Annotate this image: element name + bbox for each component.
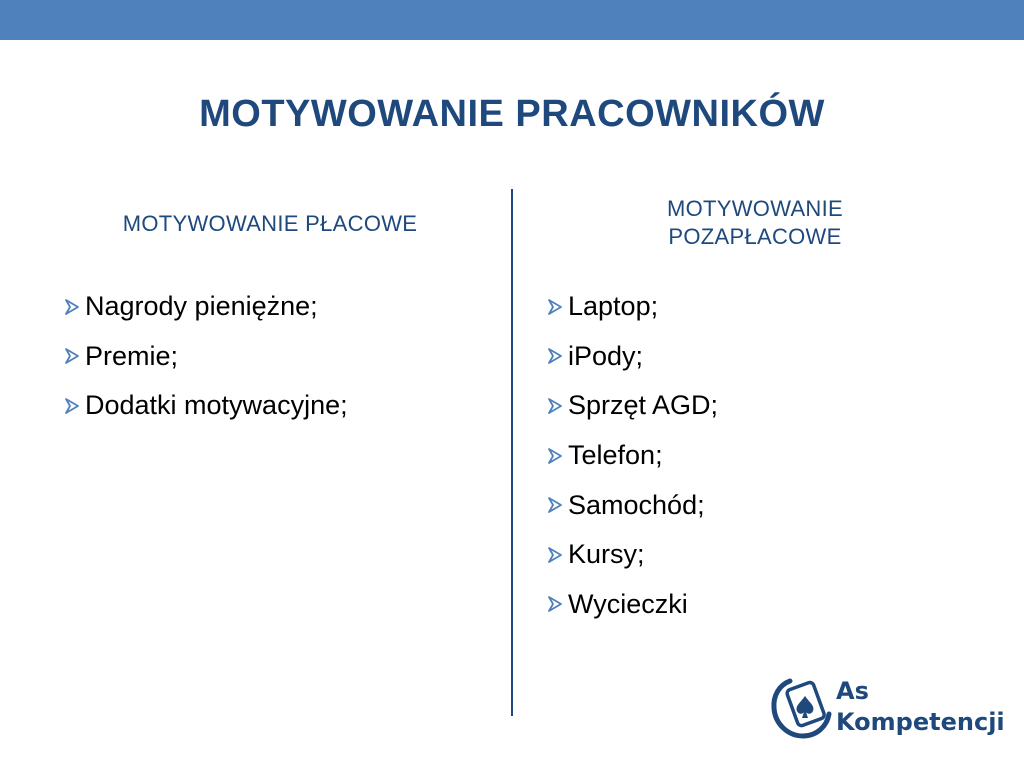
arrow-bullet-icon [545,545,565,565]
arrow-bullet-icon [545,346,565,366]
slide-title: MOTYWOWANIE PRACOWNIKÓW [199,93,825,135]
list-item [62,282,348,332]
arrow-bullet-icon [62,346,82,366]
list-item [62,332,348,382]
list-item-text: Dodatki motywacyjne; [85,390,348,421]
list-item-text: Nagrody pieniężne; [85,291,318,322]
arrow-bullet-icon [545,446,565,466]
list-item-text: Premie; [85,340,179,371]
column-divider [511,189,513,716]
list-item-text: iPody; [568,340,644,371]
list-item [545,282,718,332]
left-bullet-list [62,282,348,431]
list-item [545,381,718,431]
list-item-text: Telefon; [568,440,663,471]
top-accent-bar [0,0,1024,40]
list-item-text: Wycieczki [568,588,688,619]
list-item [545,480,718,530]
arrow-bullet-icon [62,396,82,416]
as-kompetencji-logo [770,675,1005,745]
arrow-bullet-icon [545,495,565,515]
arrow-bullet-icon [545,297,565,317]
logo-text-as: As [836,677,869,705]
list-item-text: Sprzęt AGD; [568,390,719,421]
list-item [545,431,718,481]
logo-text-kompetencji: Kompetencji [836,708,1005,736]
list-item [545,530,718,580]
list-item [62,381,348,431]
left-column-heading: MOTYWOWANIE PŁACOWE [122,211,418,236]
arrow-bullet-icon [545,396,565,416]
arrow-bullet-icon [62,297,82,317]
right-bullet-list [545,282,718,629]
spade-card-icon [770,675,832,741]
right-column-heading: MOTYWOWANIE POZAPŁACOWE [666,196,844,249]
list-item [545,580,718,630]
list-item [545,332,718,382]
list-item-text: Samochód; [568,489,705,520]
list-item-text: Kursy; [568,539,645,570]
list-item-text: Laptop; [568,291,659,322]
arrow-bullet-icon [545,594,565,614]
